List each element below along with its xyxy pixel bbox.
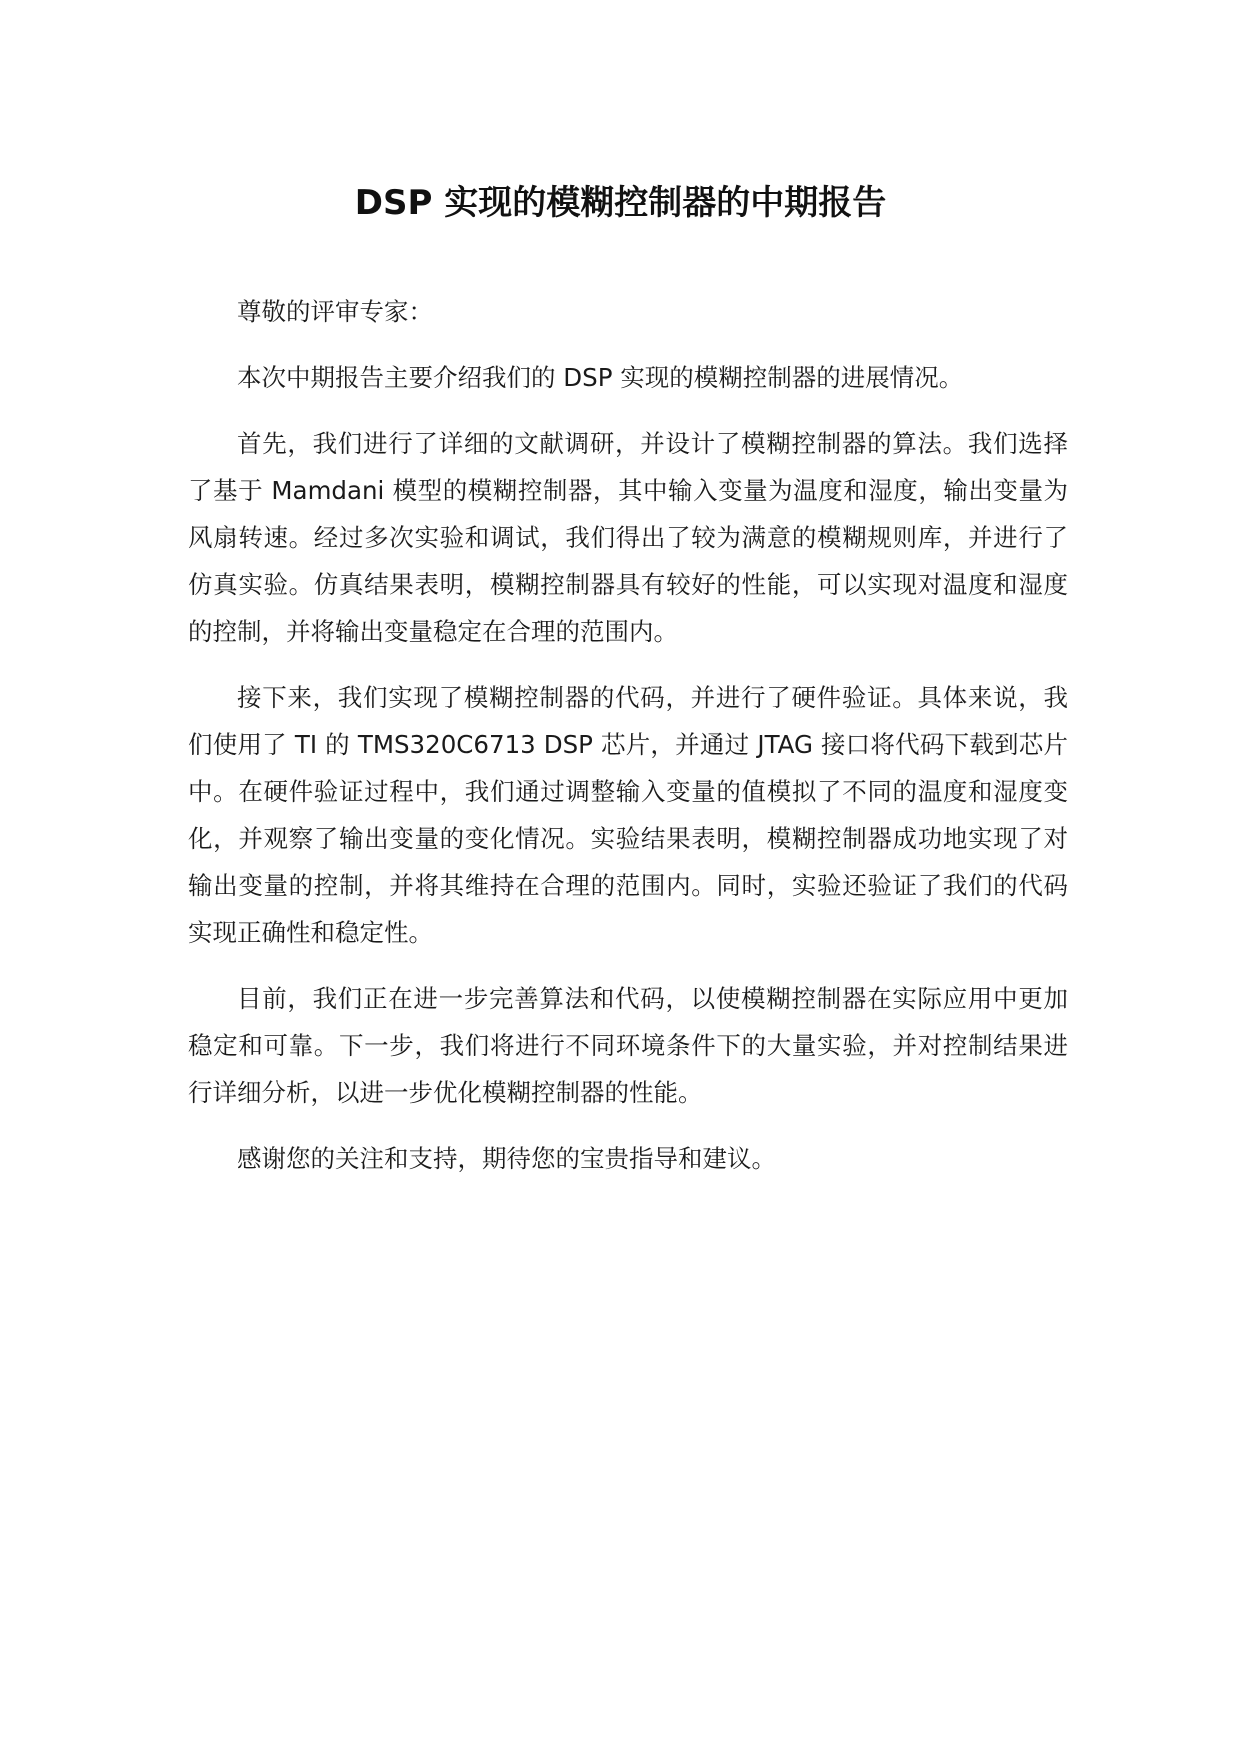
next-steps-paragraph: 目前，我们正在进一步完善算法和代码，以使模糊控制器在实际应用中更加稳定和可靠。下一步，我们将进行不同环境条件下的大量实验，并对控制结果进行详细分析，以进一步优化模糊控制器的性能。 [188,984,1068,1107]
intro-paragraph: 本次中期报告主要介绍我们的 DSP 实现的模糊控制器的进展情况。 [237,363,964,392]
document-body [188,288,1068,1201]
algorithm-paragraph: 首先，我们进行了详细的文献调研，并设计了模糊控制器的算法。我们选择了基于 Mamdani 模型的模糊控制器，其中输入变量为温度和湿度，输出变量为风扇转速。经过多次实验和调试，我们得出了较为满意的模糊规则库，并进行了仿真实验。仿真结果表明，模糊控制器具有较好的性能，可以实现对温度和湿度的控制，并将输出变量稳定在合理的范围内。 [188,429,1068,646]
hardware-paragraph: 接下来，我们实现了模糊控制器的代码，并进行了硬件验证。具体来说，我们使用了 TI 的 TMS320C6713 DSP 芯片，并通过 JTAG 接口将代码下载到芯片中。在硬件验证过程中，我们通过调整输入变量的值模拟了不同的温度和湿度变化，并观察了输出变量的变化情况。实验结果表明，模糊控制器成功地实现了对输出变量的控制，并将其维持在合理的范围内。同时，实验还验证了我们的代码实现正确性和稳定性。 [188,683,1068,947]
salutation-paragraph: 尊敬的评审专家： [237,297,433,326]
closing-paragraph: 感谢您的关注和支持，期待您的宝贵指导和建议。 [237,1144,776,1173]
document-title: DSP 实现的模糊控制器的中期报告 [354,183,887,223]
